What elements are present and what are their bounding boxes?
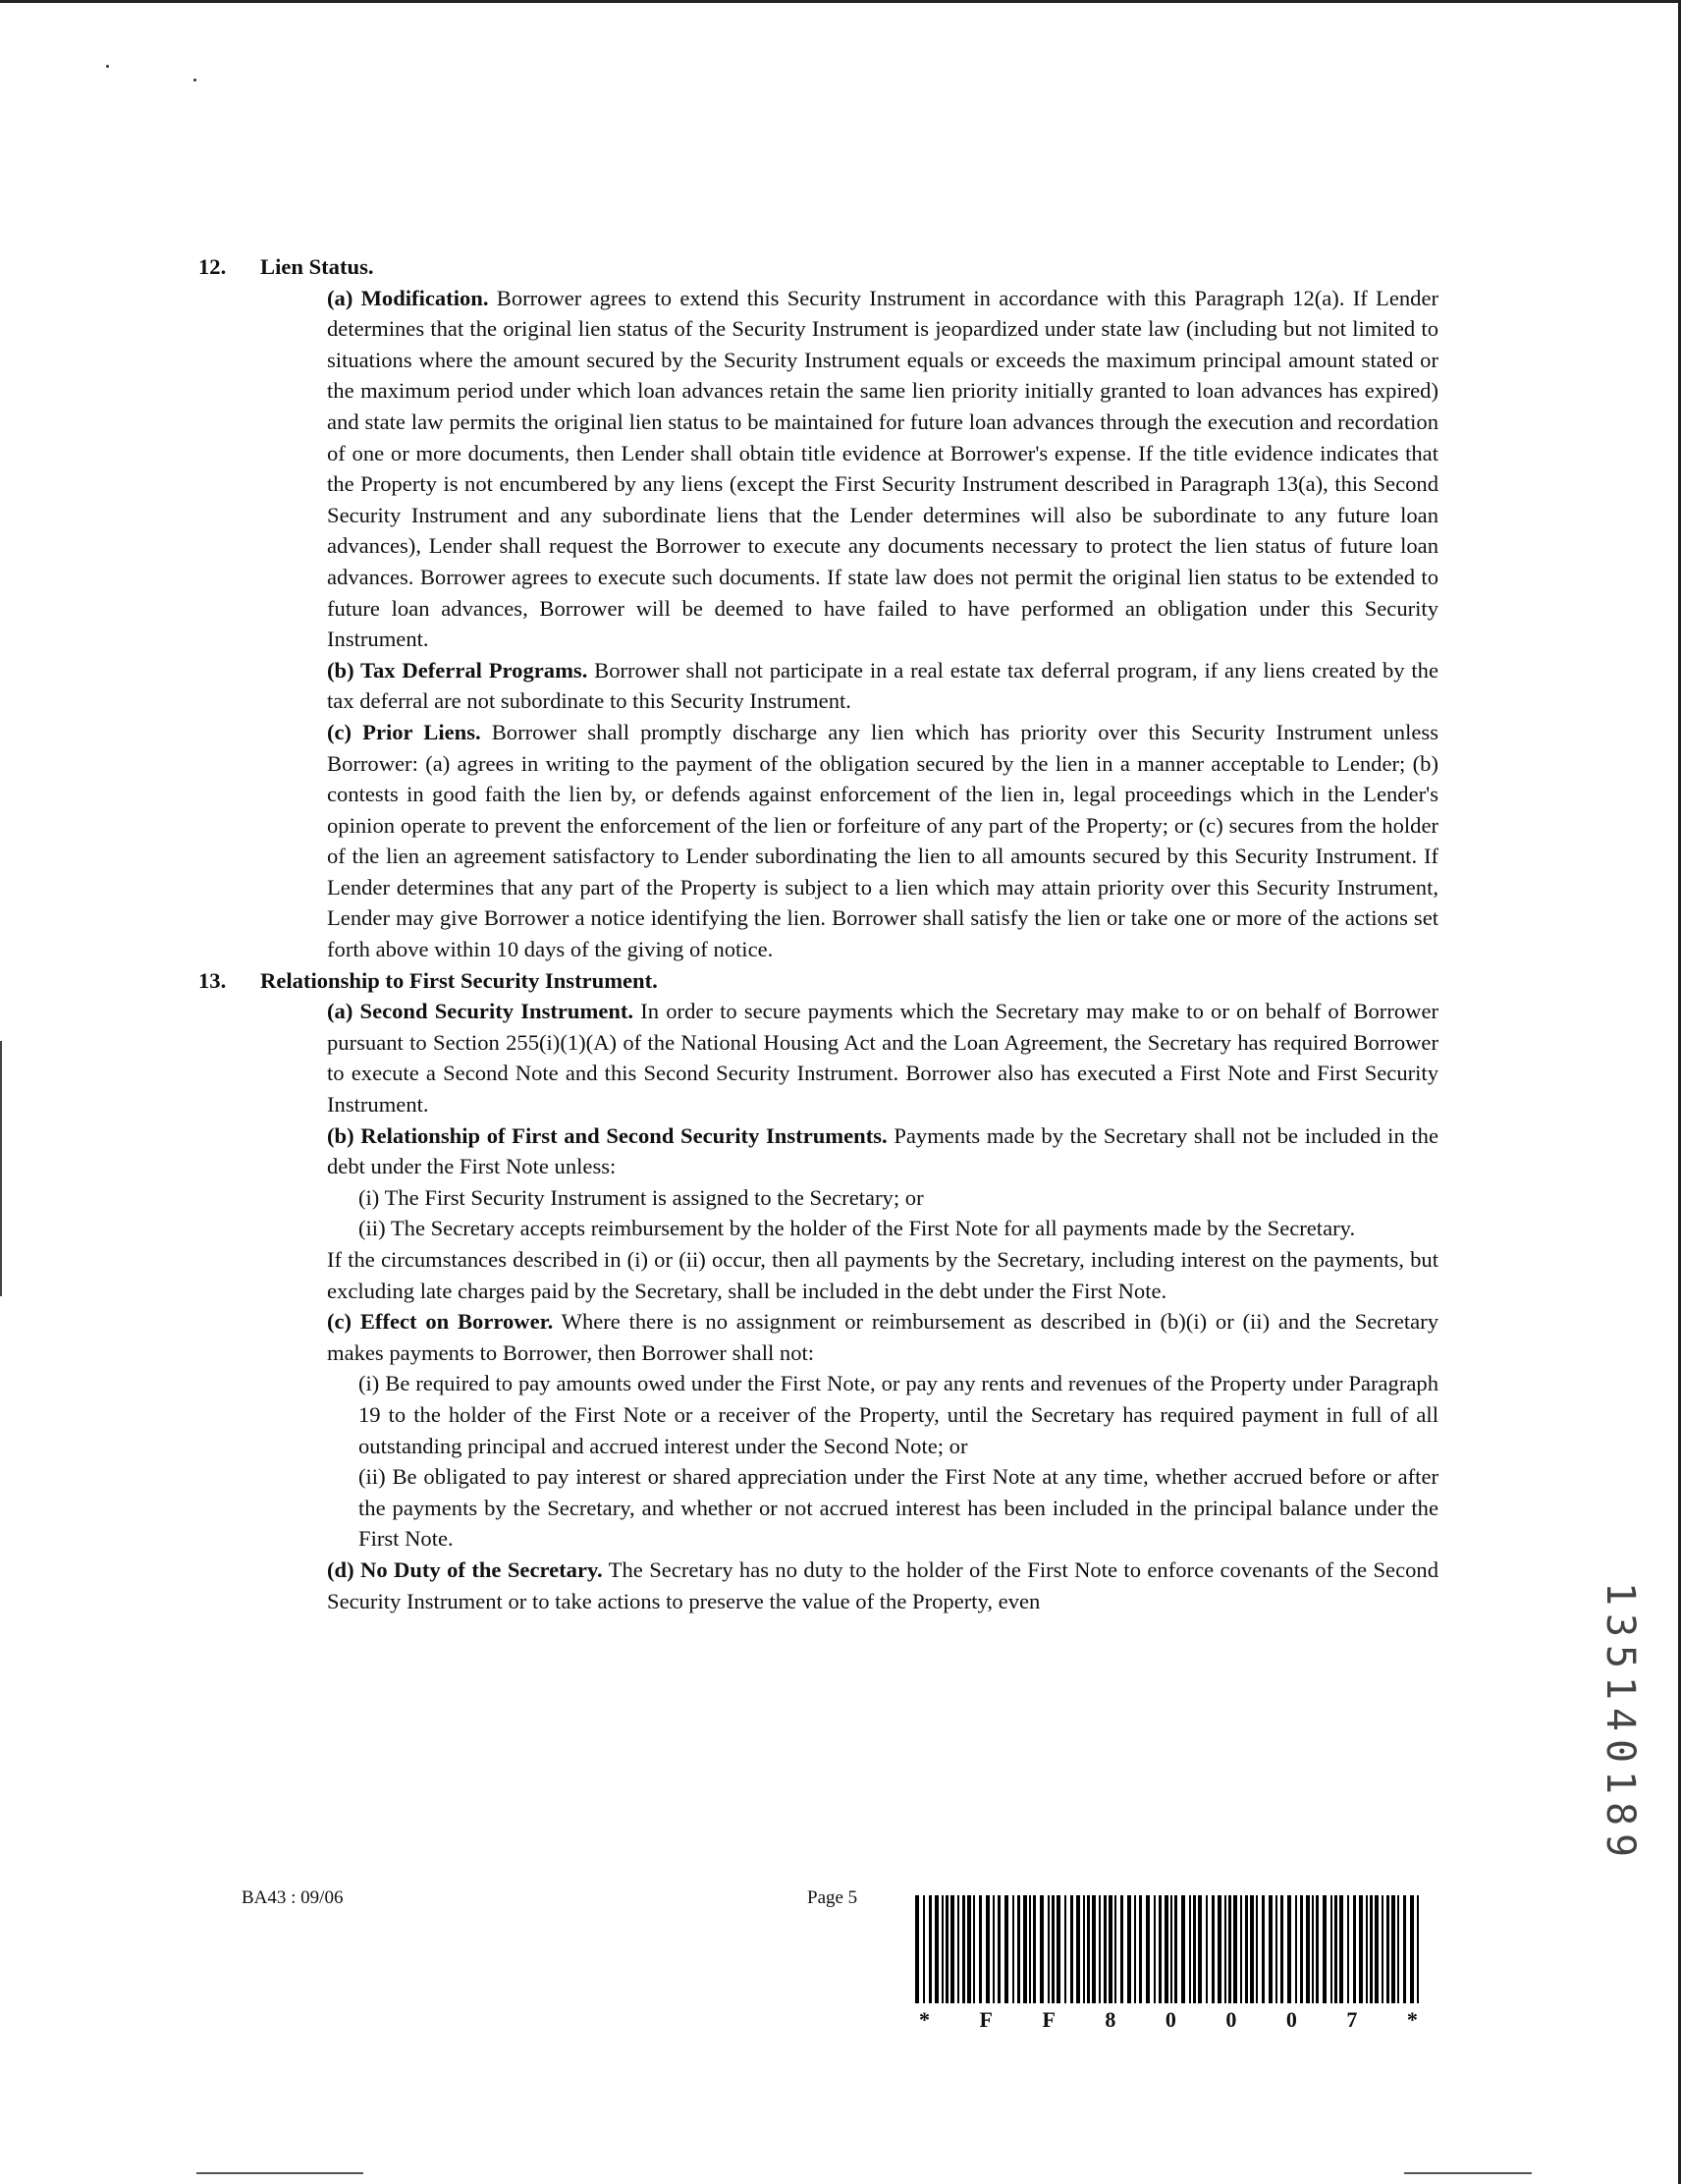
- stamp-digit: 0: [1598, 1738, 1643, 1764]
- barcode-bar: [1070, 1895, 1073, 2003]
- barcode-bar: [1269, 1895, 1273, 2003]
- barcode-bar: [1287, 1895, 1291, 2003]
- document-body: [198, 251, 1439, 1616]
- barcode-bar: [1083, 1895, 1085, 2003]
- barcode-bar: [1170, 1895, 1172, 2003]
- barcode-bar: [1029, 1895, 1031, 2003]
- barcode-bar: [1218, 1895, 1221, 2003]
- left-scan-mark: [0, 1041, 2, 1296]
- stamp-digit: 4: [1598, 1707, 1643, 1732]
- barcode-caption: [913, 2007, 1424, 2033]
- barcode-bar: [1033, 1895, 1036, 2003]
- barcode-bar: [1386, 1895, 1389, 2003]
- section-number: 13.: [198, 967, 227, 993]
- barcode-bar: [1154, 1895, 1156, 2003]
- barcode-bar: [1189, 1895, 1191, 2003]
- barcode-bar: [1359, 1895, 1363, 2003]
- barcode-bar: [967, 1895, 971, 2003]
- barcode-bar: [946, 1895, 949, 2003]
- paragraph-second-security: [327, 996, 1438, 1119]
- barcode-bar: [1165, 1895, 1168, 2003]
- barcode-bar: [935, 1895, 939, 2003]
- barcode-bar: [1323, 1895, 1327, 2003]
- barcode-bar: [1134, 1895, 1136, 2003]
- barcode-bar: [1017, 1895, 1020, 2003]
- barcode-bar: [1245, 1895, 1248, 2003]
- barcode-bar: [923, 1895, 925, 2003]
- barcode-bar: [1206, 1895, 1208, 2003]
- barcode-bar: [1099, 1895, 1101, 2003]
- paragraph-text: In order to secure payments which the Secretary may make to or on behalf of Borrower pursuant to Section 255(i)(1)(A) of the National Housing Act and the Loan Agreement, the Secretary has required Borrower to execute a Second Note and this Second Security Instrument. Borrower also has executed a First Note and First Security Instrument.: [327, 999, 1439, 1118]
- barcode-bar: [1347, 1895, 1349, 2003]
- barcode-bar: [1104, 1895, 1107, 2003]
- barcode-char: 0: [1165, 2007, 1176, 2032]
- paragraph-text: Where there is no assignment or reimbursement as described in (b)(i) or (ii) and the Secretary makes payments to Borrower, then Borrower shall not:: [327, 1309, 1438, 1365]
- barcode-bar: [1300, 1895, 1303, 2003]
- barcode-bar: [979, 1895, 982, 2003]
- barcode-bar: [1181, 1895, 1185, 2003]
- barcode-bar: [1316, 1895, 1319, 2003]
- barcode: [913, 1895, 1424, 2003]
- subitem-c-i: (i) Be required to pay amounts owed under the First Note, or pay any rents and revenues of the Property under Paragraph 19 to the holder of the First Note or a receiver of the Property, until the Secretary has required payment in full of all outstanding principal and accrued interest under the Second Note; or: [358, 1371, 1438, 1458]
- barcode-bar: [1040, 1895, 1044, 2003]
- barcode-bar: [1240, 1895, 1242, 2003]
- barcode-bar: [1023, 1895, 1027, 2003]
- stamp-digit: 3: [1598, 1612, 1643, 1638]
- barcode-bar: [1256, 1895, 1258, 2003]
- barcode-bar: [1120, 1895, 1123, 2003]
- paragraph-effect-on-borrower: [327, 1306, 1438, 1368]
- barcode-bar: [1057, 1895, 1060, 2003]
- barcode-bar: [1375, 1895, 1379, 2003]
- paragraph-text: Borrower shall not participate in a real estate tax deferral program, if any liens created by the tax deferral are not subordinate to this Security Instrument.: [327, 657, 1438, 714]
- barcode-char: 0: [1225, 2007, 1237, 2032]
- barcode-bar: [957, 1895, 959, 2003]
- barcode-bar: [998, 1895, 1001, 2003]
- section-12: [198, 251, 1438, 965]
- barcode-bar: [942, 1895, 944, 2003]
- subitem-b-i: (i) The First Security Instrument is assigned to the Secretary; or: [358, 1184, 924, 1210]
- bottom-scan-mark: [1404, 2172, 1532, 2174]
- barcode-bar: [1339, 1895, 1343, 2003]
- barcode-bar: [1212, 1895, 1215, 2003]
- barcode-bar: [1391, 1895, 1395, 2003]
- barcode-bar: [1087, 1895, 1090, 2003]
- paragraph-label: (a) Second Security Instrument.: [327, 999, 634, 1024]
- barcode-bar: [1353, 1895, 1356, 2003]
- barcode-char: *: [919, 2007, 930, 2032]
- barcode-bar: [950, 1895, 954, 2003]
- section-title: Relationship to First Security Instrument.: [260, 967, 658, 993]
- barcode-bar: [1052, 1895, 1055, 2003]
- barcode-bar: [1295, 1895, 1297, 2003]
- barcode-bar: [993, 1895, 995, 2003]
- paragraph-text: Borrower agrees to extend this Security Instrument in accordance with this Paragraph 12(a). If Lender determines that the original lien status of the Security Instrument is jeopardized under state law (including but not limited to situations where the amount secured by the Security Instrument equals or exceeds the maximum principal amount stated or the maximum period under which loan advances retain the same lien priority initially granted to loan advances has expired) and state law permits the original lien status to be maintained for future loan advances through the execution and recordation of one or more documents, then Lender shall obtain title evidence at Borrower's expense. If the title evidence indicates that the Property is not encumbered by any liens (except the First Security Instrument described in Paragraph 13(a), this Second Security Instrument and any subordinate liens that the Lender determines will also be subordinate to any future loan advances), Lender shall request the Borrower to execute any documents necessary to protect the lien status of future loan advances. Borrower agrees to execute such documents. If state law does not permit the original lien status to be extended to future loan advances, Borrower will be deemed to have failed to have performed an obligation under this Security Instrument.: [327, 285, 1438, 652]
- form-code: BA43 : 09/06: [242, 1887, 344, 1908]
- scan-speck: [106, 65, 109, 68]
- paragraph-b-after: If the circumstances described in (i) or (ii) occur, then all payments by the Secretary, including interest on the payments, but excluding late charges paid by the Secretary, shall be included in the debt under the First Note.: [327, 1247, 1438, 1303]
- barcode-bar: [1012, 1895, 1014, 2003]
- barcode-bar: [1198, 1895, 1202, 2003]
- paragraph-tax-deferral: [327, 655, 1438, 717]
- barcode-bar: [1262, 1895, 1265, 2003]
- barcode-bar: [1224, 1895, 1226, 2003]
- barcode-bar: [1174, 1895, 1177, 2003]
- barcode-char: F: [979, 2007, 993, 2032]
- barcode-bar: [1139, 1895, 1142, 2003]
- scan-speck: [193, 79, 196, 82]
- barcode-bar: [1228, 1895, 1231, 2003]
- barcode-bar: [1382, 1895, 1383, 2003]
- barcode-bar: [1064, 1895, 1066, 2003]
- stamp-digit: 1: [1598, 1770, 1643, 1795]
- barcode-bar: [1403, 1895, 1406, 2003]
- barcode-bar: [1306, 1895, 1310, 2003]
- top-scan-border: [0, 0, 1681, 3]
- paragraph-text: The Secretary has no duty to the holder of the First Note to enforce covenants of the Second Security Instrument or to take actions to preserve the value of the Property, even: [327, 1556, 1438, 1613]
- barcode-bar: [962, 1895, 965, 2003]
- section-number: 12.: [198, 254, 227, 279]
- barcode-bar: [1417, 1895, 1419, 2003]
- barcode-bar: [1127, 1895, 1131, 2003]
- barcode-bar: [915, 1895, 919, 2003]
- section-title: Lien Status.: [260, 254, 374, 279]
- barcode-bar: [1312, 1895, 1314, 2003]
- barcode-bar: [1004, 1895, 1008, 2003]
- barcode-bar: [1366, 1895, 1368, 2003]
- barcode-bar: [1397, 1895, 1399, 2003]
- barcode-bar: [1410, 1895, 1414, 2003]
- barcode-bar: [986, 1895, 990, 2003]
- stamp-digit: 1: [1598, 1581, 1643, 1607]
- barcode-bar: [1334, 1895, 1337, 2003]
- stamp-digit: 9: [1598, 1832, 1643, 1858]
- barcode-char: 7: [1346, 2007, 1358, 2032]
- barcode-bar: [1280, 1895, 1283, 2003]
- barcode-bar: [1370, 1895, 1373, 2003]
- paragraph-text: Borrower shall promptly discharge any lien which has priority over this Security Instrument unless Borrower: (a) agrees in writing to the payment of the obligation secured by the lien in a manner acceptable to Lender; (b) contests in good faith the lien by, or defends against enforcement of the lien in, legal proceedings which in the Lender's opinion operate to prevent the enforcement of the lien or forfeiture of any part of the Property; or (c) secures from the holder of the lien an agreement satisfactory to Lender subordinating the lien to all amounts secured by this Security Instrument. If Lender determines that any part of the Property is subject to a lien which may attain priority over this Security Instrument, Lender may give Borrower a notice identifying the lien. Borrower shall satisfy the lien or take one or more of the actions set forth above within 10 days of the giving of notice.: [327, 719, 1438, 962]
- paragraph-label: (a) Modification.: [327, 285, 489, 310]
- barcode-bar: [1146, 1895, 1150, 2003]
- paragraph-label: (b) Tax Deferral Programs.: [327, 657, 588, 682]
- barcode-char: *: [1406, 2007, 1418, 2032]
- paragraph-label: (b) Relationship of First and Second Security Instruments.: [327, 1122, 888, 1148]
- barcode-bar: [1250, 1895, 1254, 2003]
- subitem-b-ii: (ii) The Secretary accepts reimbursement by the holder of the First Note for all payments made by the Secretary.: [358, 1216, 1356, 1241]
- subitem-c-ii: (ii) Be obligated to pay interest or shared appreciation under the First Note at any time, whether accrued before or after the payments by the Secretary, and whether or not accrued interest has been included in the principal balance under the First Note.: [358, 1464, 1438, 1552]
- barcode-bar: [1193, 1895, 1196, 2003]
- barcode-char: 0: [1285, 2007, 1297, 2032]
- section-13: [198, 965, 1439, 1616]
- barcode-bar: [1159, 1895, 1162, 2003]
- barcode-bar: [973, 1895, 975, 2003]
- barcode-char: F: [1042, 2007, 1056, 2032]
- paragraph-modification: [327, 283, 1438, 655]
- barcode-bar: [1109, 1895, 1112, 2003]
- side-stamp-number: [1591, 1571, 1650, 1856]
- barcode-char: 8: [1105, 2007, 1116, 2032]
- paragraph-no-duty: [327, 1555, 1438, 1616]
- barcode-bar: [1076, 1895, 1080, 2003]
- stamp-digit: 8: [1598, 1801, 1643, 1827]
- barcode-bar: [1275, 1895, 1277, 2003]
- barcode-bar: [929, 1895, 932, 2003]
- bottom-scan-mark: [196, 2172, 363, 2174]
- barcode-bar: [1114, 1895, 1116, 2003]
- paragraph-relationship: [327, 1120, 1438, 1182]
- barcode-bar: [1092, 1895, 1096, 2003]
- barcode-bar: [1233, 1895, 1237, 2003]
- stamp-digit: 1: [1598, 1675, 1643, 1701]
- paragraph-label: (c) Prior Liens.: [327, 719, 481, 744]
- page-number: Page 5: [807, 1887, 858, 1908]
- paragraph-label: (c) Effect on Borrower.: [327, 1309, 554, 1335]
- barcode-bar: [1048, 1895, 1050, 2003]
- paragraph-prior-liens: [327, 717, 1438, 965]
- paragraph-label: (d) No Duty of the Secretary.: [327, 1556, 603, 1582]
- paragraph-text: Payments made by the Secretary shall not be included in the debt under the First Note unless:: [327, 1122, 1438, 1179]
- barcode-bar: [1330, 1895, 1332, 2003]
- stamp-digit: 5: [1598, 1644, 1643, 1669]
